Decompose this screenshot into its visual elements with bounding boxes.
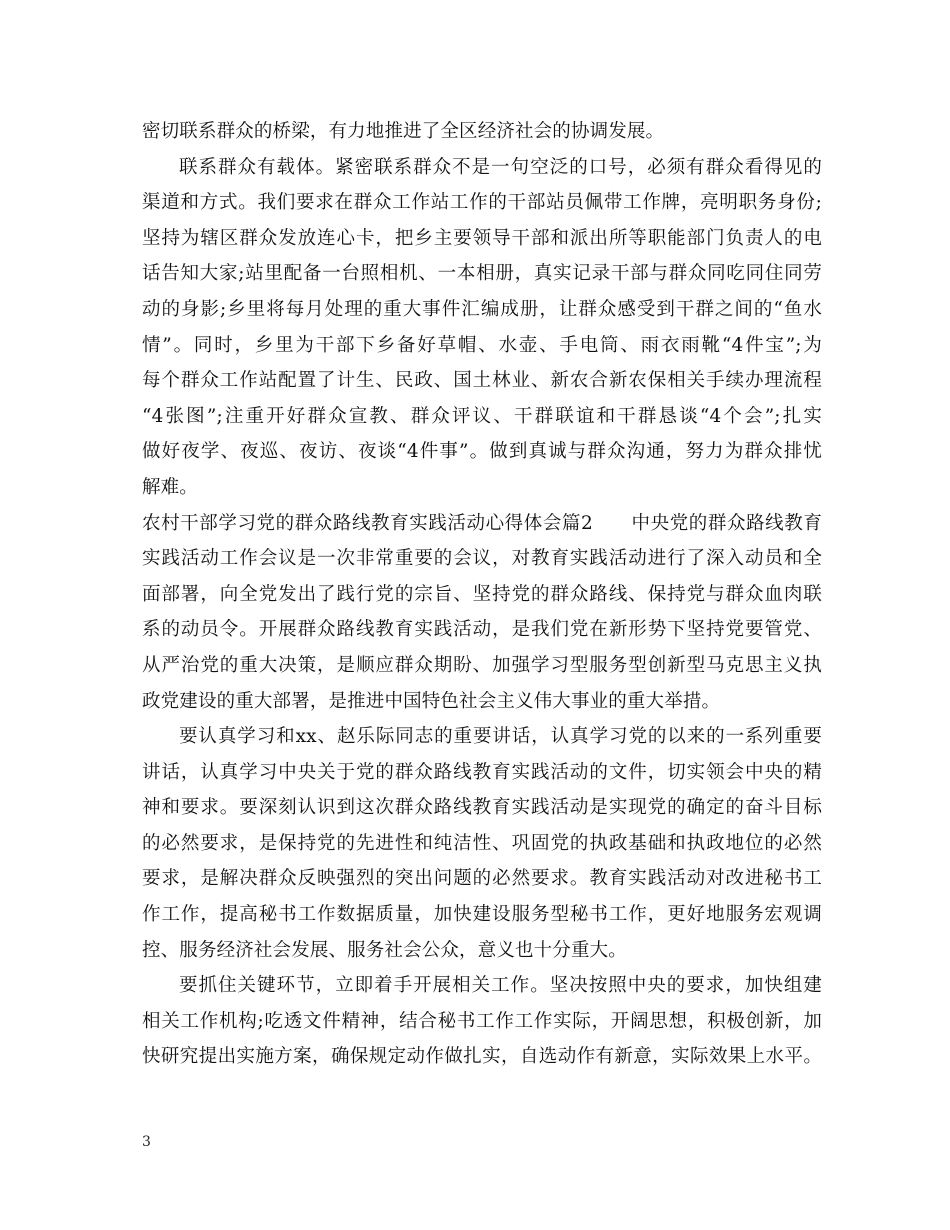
text-line: 的必然要求，是保持党的先进性和纯洁性、巩固党的执政基础和执政地位的必然: [142, 832, 822, 854]
text-line: 面部署，向全党发出了践行党的宗旨、坚持党的群众路线、保持党与群众血肉联: [142, 583, 822, 605]
text-line: 系的动员令。开展群众路线教育实践活动，是我们党在新形势下坚持党要管党、: [142, 619, 822, 641]
text-line: 控、服务经济社会发展、服务社会公众，意义也十分重大。: [142, 939, 627, 961]
text-line: 政党建设的重大部署，是推进中国特色社会主义伟大事业的重大举措。: [142, 690, 721, 712]
text-line: 每个群众工作站配置了计生、民政、国土林业、新农合新农保相关手续办理流程: [142, 370, 822, 392]
text-line: 要求，是解决群众反映强烈的突出问题的必然要求。教育实践活动对改进秘书工: [142, 868, 822, 890]
text-line: 快研究提出实施方案，确保规定动作做扎实，自选动作有新意，实际效果上水平。: [142, 1046, 822, 1068]
body-text: [142, 114, 822, 1075]
text-line: “4张图”;注重开好群众宣教、群众评议、干群联谊和干群恳谈“4个会”;扎实: [142, 405, 822, 427]
text-line: 话告知大家;站里配备一台照相机、一本相册，真实记录干部与群众同吃同住同劳: [142, 263, 822, 285]
text-line: 联系群众有载体。紧密联系群众不是一句空泛的口号，必须有群众看得见的: [179, 156, 822, 178]
text-line: 讲话，认真学习中央关于党的群众路线教育实践活动的文件，切实领会中央的精: [142, 761, 822, 783]
text-line: 农村干部学习党的群众路线教育实践活动心得体会篇2 中央党的群众路线教育: [142, 512, 822, 534]
text-line: 要抓住关键环节，立即着手开展相关工作。坚决按照中央的要求，加快组建: [179, 975, 822, 997]
text-line: 作工作，提高秘书工作数据质量，加快建设服务型秘书工作，更好地服务宏观调: [142, 904, 822, 926]
text-line: 实践活动工作会议是一次非常重要的会议，对教育实践活动进行了深入动员和全: [142, 548, 822, 570]
text-line: 要认真学习和xx、赵乐际同志的重要讲话，认真学习党的以来的一系列重要: [179, 726, 822, 748]
text-line: 坚持为辖区群众发放连心卡，把乡主要领导干部和派出所等职能部门负责人的电: [142, 227, 822, 249]
text-line: 动的身影;乡里将每月处理的重大事件汇编成册，让群众感受到干群之间的“鱼水: [142, 298, 822, 320]
text-line: 解难。: [142, 476, 198, 498]
page-number: 3: [142, 1134, 151, 1150]
text-line: 渠道和方式。我们要求在群众工作站工作的干部站员佩带工作牌，亮明职务身份;: [142, 192, 822, 214]
text-line: 密切联系群众的桥梁，有力地推进了全区经济社会的协调发展。: [142, 121, 665, 142]
text-line: 情”。同时，乡里为干部下乡备好草帽、水壶、手电筒、雨衣雨靴“4件宝”;为: [142, 334, 822, 356]
text-line: 神和要求。要深刻认识到这次群众路线教育实践活动是实现党的确定的奋斗目标: [142, 797, 822, 819]
text-line: 做好夜学、夜巡、夜访、夜谈“4件事”。做到真诚与群众沟通，努力为群众排忧: [142, 441, 822, 463]
text-line: 从严治党的重大决策，是顺应群众期盼、加强学习型服务型创新型马克思主义执: [142, 654, 822, 676]
text-line: 相关工作机构;吃透文件精神，结合秘书工作工作实际，开阔思想，积极创新，加: [142, 1010, 822, 1032]
